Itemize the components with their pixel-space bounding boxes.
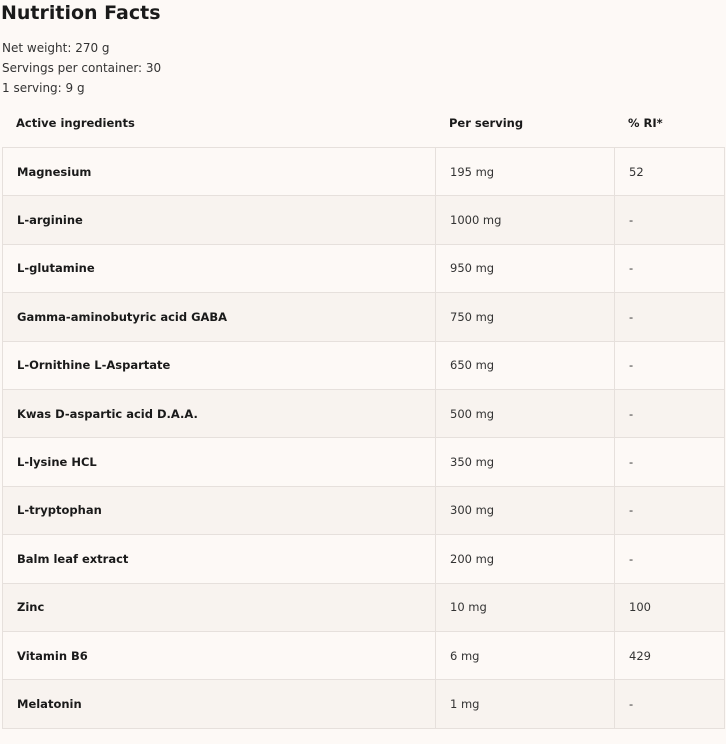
ri-percent: -	[615, 438, 725, 486]
ri-percent: -	[615, 389, 725, 437]
ri-percent: 100	[615, 583, 725, 631]
amount-per-serving: 10 mg	[436, 583, 615, 631]
ingredient-name: L-glutamine	[3, 244, 436, 292]
amount-per-serving: 1 mg	[436, 680, 615, 728]
servings-per-container: Servings per container: 30	[2, 61, 162, 75]
amount-per-serving: 950 mg	[436, 244, 615, 292]
amount-per-serving: 650 mg	[436, 341, 615, 389]
page-title: Nutrition Facts	[1, 2, 161, 24]
table-row	[3, 438, 725, 486]
ri-percent: -	[615, 535, 725, 583]
amount-per-serving: 300 mg	[436, 486, 615, 534]
table-row	[3, 196, 725, 244]
amount-per-serving: 200 mg	[436, 535, 615, 583]
amount-per-serving: 750 mg	[436, 293, 615, 341]
table-row	[3, 148, 725, 196]
ri-percent: 429	[615, 631, 725, 679]
table-row	[3, 486, 725, 534]
ingredient-name: Balm leaf extract	[3, 535, 436, 583]
ingredient-name: Melatonin	[3, 680, 436, 728]
net-weight: Net weight: 270 g	[2, 41, 110, 55]
table-row	[3, 631, 725, 679]
amount-per-serving: 500 mg	[436, 389, 615, 437]
serving-size: 1 serving: 9 g	[2, 81, 85, 95]
ri-percent: -	[615, 196, 725, 244]
table-row	[3, 535, 725, 583]
ri-percent: -	[615, 680, 725, 728]
ingredient-name: Magnesium	[3, 148, 436, 196]
header-per-serving: Per serving	[449, 116, 524, 130]
table-row	[3, 244, 725, 292]
amount-per-serving: 1000 mg	[436, 196, 615, 244]
amount-per-serving: 350 mg	[436, 438, 615, 486]
nutrition-table	[2, 147, 725, 729]
ingredient-name: L-Ornithine L-Aspartate	[3, 341, 436, 389]
ingredient-name: Kwas D-aspartic acid D.A.A.	[3, 389, 436, 437]
ingredient-name: L-arginine	[3, 196, 436, 244]
ri-percent: -	[615, 244, 725, 292]
table-row	[3, 341, 725, 389]
ingredient-name: L-tryptophan	[3, 486, 436, 534]
ingredient-name: L-lysine HCL	[3, 438, 436, 486]
ingredient-name: Zinc	[3, 583, 436, 631]
amount-per-serving: 6 mg	[436, 631, 615, 679]
table-row	[3, 680, 725, 728]
table-row	[3, 389, 725, 437]
amount-per-serving: 195 mg	[436, 148, 615, 196]
ingredient-name: Vitamin B6	[3, 631, 436, 679]
table-row	[3, 583, 725, 631]
header-active-ingredients: Active ingredients	[16, 116, 135, 130]
header-ri: % RI*	[628, 116, 663, 130]
ri-percent: -	[615, 486, 725, 534]
ri-percent: 52	[615, 148, 725, 196]
ri-percent: -	[615, 293, 725, 341]
ingredient-name: Gamma-aminobutyric acid GABA	[3, 293, 436, 341]
ri-percent: -	[615, 341, 725, 389]
table-row	[3, 293, 725, 341]
